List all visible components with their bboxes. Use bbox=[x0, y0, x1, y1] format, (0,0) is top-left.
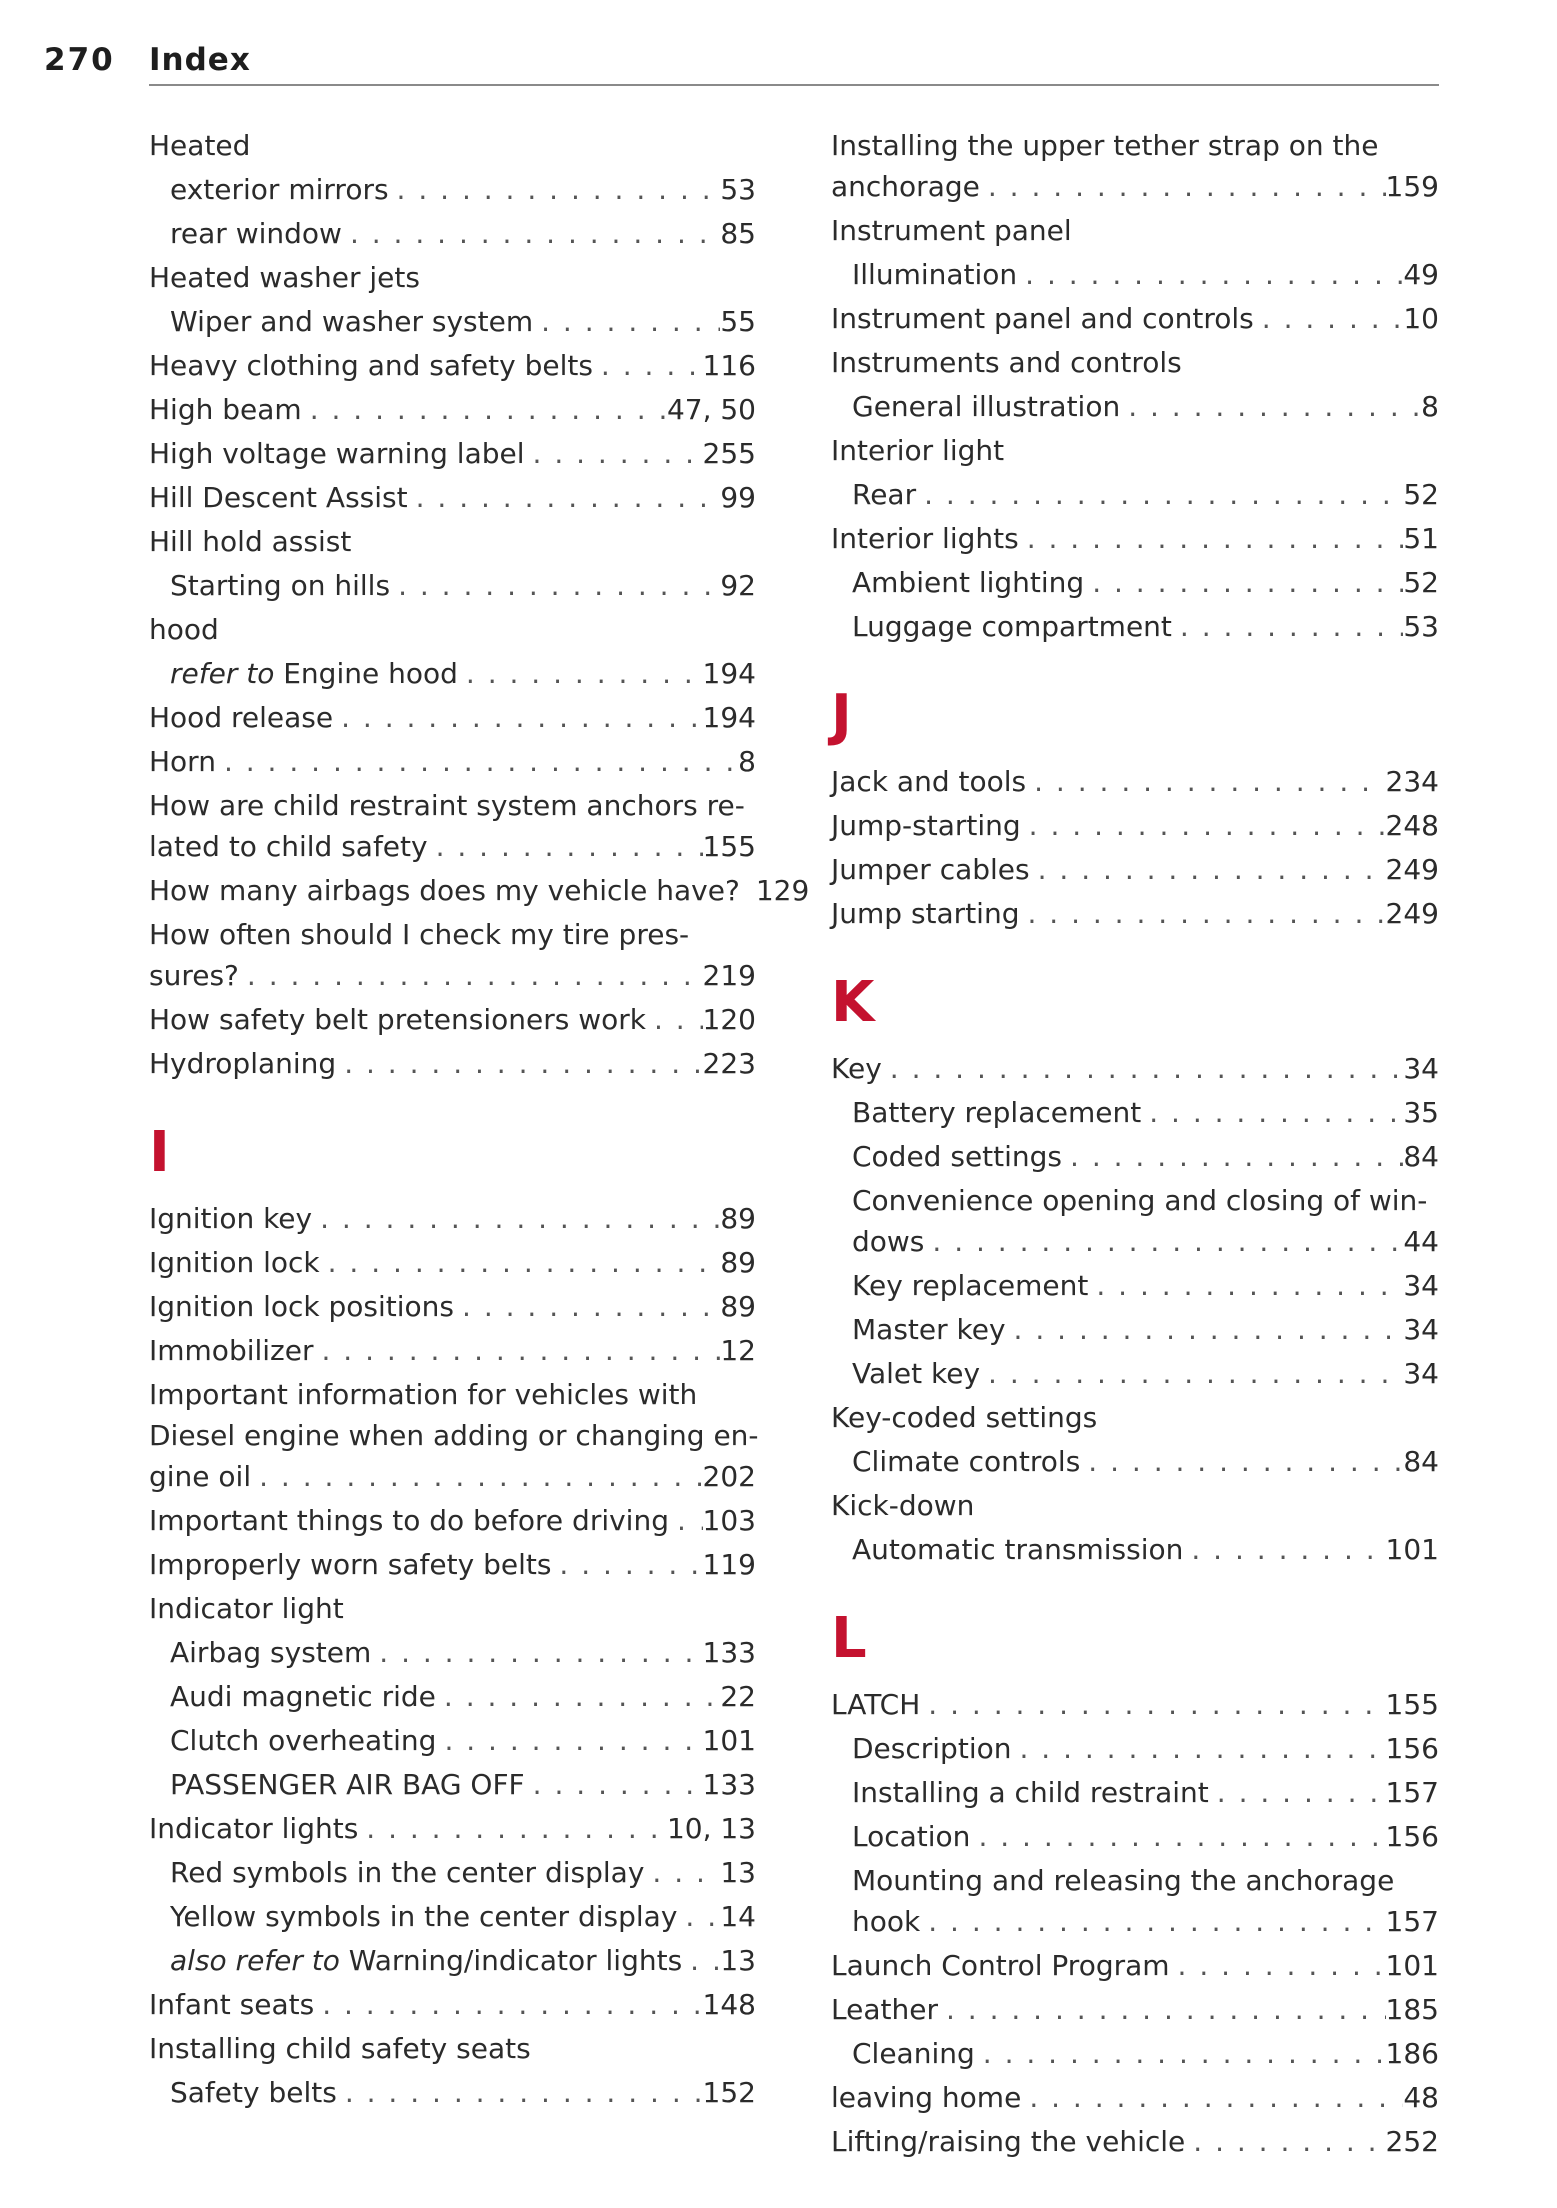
page-reference: 53 bbox=[720, 173, 756, 206]
dot-leader bbox=[1209, 1772, 1386, 1813]
page-reference: 34 bbox=[1403, 1313, 1439, 1346]
page-reference: 234 bbox=[1385, 765, 1439, 798]
index-entry bbox=[831, 562, 1439, 603]
index-entry bbox=[149, 1720, 756, 1761]
page-reference: 116 bbox=[702, 349, 756, 382]
entry-label: Hill Descent Assist bbox=[149, 481, 408, 514]
page-reference: 255 bbox=[702, 437, 756, 470]
dot-leader bbox=[644, 1852, 720, 1893]
index-block bbox=[831, 761, 1439, 934]
page-reference: 89 bbox=[720, 1246, 756, 1279]
dot-leader bbox=[920, 1901, 1385, 1942]
dot-leader bbox=[389, 169, 721, 210]
dot-leader bbox=[458, 653, 703, 694]
dot-leader bbox=[1172, 606, 1403, 647]
entry-label: Clutch overheating bbox=[170, 1724, 437, 1757]
cross-reference-prefix: refer to bbox=[170, 657, 275, 690]
dot-leader bbox=[646, 999, 703, 1040]
index-entry bbox=[831, 2121, 1439, 2162]
dot-leader bbox=[1141, 1092, 1403, 1133]
index-entry bbox=[149, 1286, 756, 1327]
entry-label: Ambient lighting bbox=[852, 566, 1085, 599]
entry-label: anchorage bbox=[831, 170, 980, 203]
page-reference: 103 bbox=[702, 1504, 756, 1537]
entry-label: sures? bbox=[149, 959, 239, 992]
entry-label: Infant seats bbox=[149, 1988, 315, 2021]
dot-leader bbox=[337, 2072, 703, 2113]
index-block bbox=[831, 1048, 1439, 1570]
index-entry bbox=[149, 1984, 756, 2025]
dot-leader bbox=[1185, 2121, 1385, 2162]
index-entry bbox=[831, 1309, 1439, 1350]
dot-leader bbox=[525, 1764, 703, 1805]
index-entry bbox=[831, 1816, 1439, 1857]
page-reference: 219 bbox=[702, 959, 756, 992]
cross-reference-target: Engine hood bbox=[274, 657, 458, 690]
page-reference: 157 bbox=[1385, 1776, 1439, 1809]
index-entry bbox=[831, 2033, 1439, 2074]
page-reference: 249 bbox=[1385, 853, 1439, 886]
index-entry bbox=[149, 826, 756, 867]
page-reference: 14 bbox=[720, 1900, 756, 1933]
entry-label: Heavy clothing and safety belts bbox=[149, 349, 593, 382]
entry-label: Valet key bbox=[852, 1357, 981, 1390]
page-reference: 49 bbox=[1403, 258, 1439, 291]
page-reference: 129 bbox=[755, 874, 810, 907]
entry-label: Jump starting bbox=[831, 897, 1020, 930]
entry-label: Automatic transmission bbox=[852, 1533, 1184, 1566]
index-heading: Interior light bbox=[831, 434, 1005, 467]
index-heading: Installing child safety seats bbox=[149, 2032, 531, 2065]
dot-leader bbox=[302, 389, 667, 430]
page-reference: 22 bbox=[720, 1680, 756, 1713]
page-title: Index bbox=[149, 42, 251, 78]
entry-label: Launch Control Program bbox=[831, 1949, 1170, 1982]
page-reference: 13 bbox=[720, 1944, 756, 1977]
header-rule bbox=[149, 84, 1439, 86]
index-entry bbox=[831, 1989, 1439, 2030]
entry-label: Luggage compartment bbox=[852, 610, 1172, 643]
page-header bbox=[44, 38, 1439, 88]
dot-leader bbox=[371, 1632, 702, 1673]
index-entry bbox=[831, 1945, 1439, 1986]
index-entry bbox=[831, 1353, 1439, 1394]
index-entry bbox=[149, 565, 756, 606]
page-reference: 101 bbox=[702, 1724, 756, 1757]
index-entry bbox=[149, 1330, 756, 1371]
page-reference: 99 bbox=[720, 481, 756, 514]
page-reference: 34 bbox=[1403, 1357, 1439, 1390]
page-reference: 92 bbox=[720, 569, 756, 602]
index-entry bbox=[831, 1221, 1439, 1262]
index-heading: Instrument panel bbox=[831, 214, 1072, 247]
dot-leader bbox=[408, 477, 721, 518]
dot-leader bbox=[980, 166, 1386, 207]
dot-leader bbox=[916, 474, 1403, 515]
entry-label: Rear bbox=[852, 478, 917, 511]
entry-label: Lifting/raising the vehicle bbox=[831, 2125, 1186, 2158]
index-column-right bbox=[831, 125, 1439, 2165]
page-reference: 101 bbox=[1385, 1533, 1439, 1566]
page-reference: 120 bbox=[702, 1003, 756, 1036]
page-number: 270 bbox=[44, 42, 115, 78]
dot-leader bbox=[1021, 2077, 1403, 2118]
dot-leader bbox=[342, 213, 720, 254]
index-entry bbox=[831, 1684, 1439, 1725]
entry-label: lated to child safety bbox=[149, 830, 428, 863]
page-reference: 148 bbox=[702, 1988, 756, 2021]
index-heading: Heated bbox=[149, 129, 251, 162]
dot-leader bbox=[938, 1989, 1386, 2030]
index-entry bbox=[149, 433, 756, 474]
dot-leader bbox=[1019, 893, 1385, 934]
entry-label: How many airbags does my vehicle have? bbox=[149, 874, 740, 907]
entry-label: Interior lights bbox=[831, 522, 1019, 555]
index-column-left bbox=[149, 125, 810, 2116]
dot-leader bbox=[669, 1500, 703, 1541]
index-entry bbox=[149, 1632, 756, 1673]
dot-leader bbox=[436, 1720, 702, 1761]
dot-leader bbox=[320, 1242, 721, 1283]
section-letter-i: I bbox=[149, 1120, 170, 1185]
entry-label: Important things to do before driving bbox=[149, 1504, 669, 1537]
entry-label: Hydroplaning bbox=[149, 1047, 337, 1080]
page-reference: 157 bbox=[1385, 1905, 1439, 1938]
dot-leader bbox=[1011, 1728, 1385, 1769]
index-entry bbox=[149, 1544, 756, 1585]
page-reference: 53 bbox=[1403, 610, 1439, 643]
page-reference: 194 bbox=[702, 657, 756, 690]
section-letter-j: J bbox=[831, 683, 852, 748]
page-reference: 155 bbox=[702, 830, 756, 863]
dot-leader bbox=[358, 1808, 667, 1849]
dot-leader bbox=[251, 1456, 702, 1497]
page-reference: 35 bbox=[1403, 1096, 1439, 1129]
index-heading: Instruments and controls bbox=[831, 346, 1182, 379]
index-heading: Diesel engine when adding or changing en- bbox=[149, 1419, 759, 1452]
entry-label: Jump-starting bbox=[831, 809, 1021, 842]
entry-label: leaving home bbox=[831, 2081, 1022, 2114]
cross-reference-target: Warning/indicator lights bbox=[339, 1944, 683, 1977]
dot-leader bbox=[436, 1676, 720, 1717]
index-entry bbox=[831, 1092, 1439, 1133]
index-entry bbox=[149, 1852, 756, 1893]
entry-label: Battery replacement bbox=[852, 1096, 1142, 1129]
dot-leader bbox=[1254, 298, 1404, 339]
index-block bbox=[831, 125, 1439, 647]
dot-leader bbox=[1080, 1441, 1403, 1482]
dot-leader bbox=[1170, 1945, 1386, 1986]
index-entry bbox=[149, 955, 756, 996]
entry-label: Airbag system bbox=[170, 1636, 372, 1669]
page-reference: 156 bbox=[1385, 1732, 1439, 1765]
dot-leader bbox=[533, 301, 720, 342]
dot-leader bbox=[1120, 386, 1421, 427]
entry-label: Hood release bbox=[149, 701, 334, 734]
entry-label: Wiper and washer system bbox=[170, 305, 534, 338]
entry-label: Improperly worn safety belts bbox=[149, 1548, 552, 1581]
dot-leader bbox=[970, 1816, 1385, 1857]
index-entry bbox=[831, 166, 1439, 207]
index-entry bbox=[149, 1808, 756, 1849]
page-reference: 156 bbox=[1385, 1820, 1439, 1853]
entry-label: Illumination bbox=[852, 258, 1018, 291]
dot-leader bbox=[239, 955, 703, 996]
entry-label: Audi magnetic ride bbox=[170, 1680, 436, 1713]
index-entry bbox=[149, 301, 756, 342]
dot-leader bbox=[551, 1544, 702, 1585]
index-heading: Important information for vehicles with bbox=[149, 1378, 698, 1411]
page-reference: 186 bbox=[1385, 2037, 1439, 2070]
dot-leader bbox=[1088, 1265, 1403, 1306]
index-heading: Indicator light bbox=[149, 1592, 344, 1625]
index-entry bbox=[149, 1764, 756, 1805]
index-heading: Installing the upper tether strap on the bbox=[831, 129, 1379, 162]
dot-leader bbox=[312, 1198, 720, 1239]
index-entry bbox=[149, 741, 756, 782]
index-entry bbox=[831, 1265, 1439, 1306]
page-reference: 249 bbox=[1385, 897, 1439, 930]
page-reference: 155 bbox=[1385, 1688, 1439, 1721]
dot-leader bbox=[336, 1043, 702, 1084]
dot-leader bbox=[314, 1330, 721, 1371]
entry-label: General illustration bbox=[852, 390, 1121, 423]
entry-label: Coded settings bbox=[852, 1140, 1063, 1173]
page-reference: 252 bbox=[1385, 2125, 1439, 2158]
page-reference: 223 bbox=[702, 1047, 756, 1080]
page-reference: 52 bbox=[1403, 566, 1439, 599]
dot-leader bbox=[1021, 805, 1386, 846]
index-entry bbox=[149, 1676, 756, 1717]
index-entry bbox=[831, 254, 1439, 295]
entry-label: Installing a child restraint bbox=[852, 1776, 1209, 1809]
entry-label: Indicator lights bbox=[149, 1812, 359, 1845]
entry-label: Starting on hills bbox=[170, 569, 391, 602]
entry-label: Key replacement bbox=[852, 1269, 1089, 1302]
page-reference: 8 bbox=[738, 745, 756, 778]
index-entry bbox=[831, 386, 1439, 427]
dot-leader bbox=[216, 741, 738, 782]
page-reference: 202 bbox=[702, 1460, 756, 1493]
index-heading: Key-coded settings bbox=[831, 1401, 1098, 1434]
entry-label: Ignition lock positions bbox=[149, 1290, 455, 1323]
index-entry bbox=[831, 761, 1439, 802]
dot-leader bbox=[677, 1896, 720, 1937]
index-entry bbox=[831, 1772, 1439, 1813]
page-reference: 119 bbox=[702, 1548, 756, 1581]
dot-leader bbox=[882, 1048, 1404, 1089]
entry-label: exterior mirrors bbox=[170, 173, 389, 206]
page-reference: 8 bbox=[1421, 390, 1439, 423]
dot-leader bbox=[920, 1684, 1385, 1725]
index-entry bbox=[149, 169, 756, 210]
dot-leader bbox=[428, 826, 703, 867]
dot-leader bbox=[525, 433, 703, 474]
dot-leader bbox=[314, 1984, 702, 2025]
page-reference: 185 bbox=[1385, 1993, 1439, 2026]
index-entry bbox=[831, 1136, 1439, 1177]
entry-label: gine oil bbox=[149, 1460, 252, 1493]
page-reference: 44 bbox=[1403, 1225, 1439, 1258]
entry-label: Red symbols in the center display bbox=[170, 1856, 645, 1889]
page-reference: 84 bbox=[1403, 1140, 1439, 1173]
index-heading: How are child restraint system anchors re- bbox=[149, 789, 745, 822]
index-heading: hood bbox=[149, 613, 219, 646]
page-reference: 89 bbox=[720, 1202, 756, 1235]
entry-label: hook bbox=[852, 1905, 921, 1938]
entry-label: Immobilizer bbox=[149, 1334, 314, 1367]
dot-leader bbox=[1062, 1136, 1403, 1177]
index-entry bbox=[831, 298, 1439, 339]
entry-label bbox=[170, 1940, 682, 1981]
dot-leader bbox=[1026, 761, 1385, 802]
entry-label: Instrument panel and controls bbox=[831, 302, 1254, 335]
index-entry bbox=[831, 606, 1439, 647]
dot-leader bbox=[390, 565, 720, 606]
index-entry bbox=[831, 893, 1439, 934]
index-entry bbox=[149, 1500, 756, 1541]
page-reference: 133 bbox=[702, 1636, 756, 1669]
cross-reference-prefix: also refer to bbox=[170, 1944, 340, 1977]
index-heading: Kick-down bbox=[831, 1489, 975, 1522]
entry-label: Ignition key bbox=[149, 1202, 313, 1235]
index-heading: How often should I check my tire pres- bbox=[149, 918, 690, 951]
entry-label: LATCH bbox=[831, 1688, 921, 1721]
page-reference: 84 bbox=[1403, 1445, 1439, 1478]
index-entry bbox=[831, 1048, 1439, 1089]
entry-label bbox=[170, 653, 458, 694]
index-entry bbox=[149, 477, 756, 518]
entry-label: Location bbox=[852, 1820, 971, 1853]
page-reference: 51 bbox=[1403, 522, 1439, 555]
dot-leader bbox=[454, 1286, 720, 1327]
entry-label: Climate controls bbox=[852, 1445, 1081, 1478]
dot-leader bbox=[975, 2033, 1386, 2074]
index-heading: Heated washer jets bbox=[149, 261, 420, 294]
index-entry bbox=[831, 849, 1439, 890]
index-heading: Mounting and releasing the anchorage bbox=[852, 1864, 1395, 1897]
page-reference: 34 bbox=[1403, 1269, 1439, 1302]
index-block bbox=[149, 125, 810, 1084]
dot-leader bbox=[682, 1940, 720, 1981]
index-heading: Hill hold assist bbox=[149, 525, 352, 558]
page-reference: 101 bbox=[1385, 1949, 1439, 1982]
index-entry bbox=[831, 805, 1439, 846]
dot-leader bbox=[333, 697, 702, 738]
page-reference: 194 bbox=[702, 701, 756, 734]
page-reference: 89 bbox=[720, 1290, 756, 1323]
index-entry bbox=[149, 1198, 756, 1239]
entry-label: rear window bbox=[170, 217, 342, 250]
page-reference: 55 bbox=[720, 305, 756, 338]
index-heading: Convenience opening and closing of win- bbox=[852, 1184, 1428, 1217]
index-entry bbox=[831, 1529, 1439, 1570]
dot-leader bbox=[593, 345, 703, 386]
entry-label: PASSENGER AIR BAG OFF bbox=[170, 1768, 525, 1801]
dot-leader bbox=[1183, 1529, 1385, 1570]
dot-leader bbox=[1030, 849, 1386, 890]
section-letter-l: L bbox=[831, 1606, 867, 1671]
page-reference: 10 bbox=[1403, 302, 1439, 335]
dot-leader bbox=[980, 1353, 1403, 1394]
page-reference: 152 bbox=[702, 2076, 756, 2109]
entry-label: Master key bbox=[852, 1313, 1006, 1346]
index-entry bbox=[149, 213, 756, 254]
entry-label: High voltage warning label bbox=[149, 437, 525, 470]
entry-label: Jack and tools bbox=[831, 765, 1027, 798]
index-entry bbox=[831, 518, 1439, 559]
entry-label: Safety belts bbox=[170, 2076, 337, 2109]
page-reference: 159 bbox=[1385, 170, 1439, 203]
index-entry bbox=[149, 697, 756, 738]
index-block bbox=[831, 1684, 1439, 2162]
entry-label: High beam bbox=[149, 393, 302, 426]
index-entry bbox=[831, 1728, 1439, 1769]
entry-label: Cleaning bbox=[852, 2037, 975, 2070]
dot-leader bbox=[1006, 1309, 1404, 1350]
index-entry bbox=[149, 1896, 756, 1937]
entry-label: Key bbox=[831, 1052, 882, 1085]
page-reference: 133 bbox=[702, 1768, 756, 1801]
entry-label: dows bbox=[852, 1225, 925, 1258]
index-entry bbox=[149, 2072, 756, 2113]
index-entry bbox=[149, 1940, 756, 1981]
entry-label: Description bbox=[852, 1732, 1012, 1765]
page-reference: 52 bbox=[1403, 478, 1439, 511]
page-reference: 10, 13 bbox=[666, 1812, 756, 1845]
index-entry bbox=[831, 2077, 1439, 2118]
index-entry bbox=[149, 999, 756, 1040]
index-entry bbox=[831, 1441, 1439, 1482]
index-entry bbox=[149, 389, 756, 430]
index-entry bbox=[831, 1901, 1439, 1942]
page-reference: 48 bbox=[1403, 2081, 1439, 2114]
page-reference: 13 bbox=[720, 1856, 756, 1889]
entry-label: How safety belt pretensioners work bbox=[149, 1003, 646, 1036]
entry-label: Leather bbox=[831, 1993, 938, 2026]
index-block bbox=[149, 1198, 759, 2113]
entry-label: Yellow symbols in the center display bbox=[170, 1900, 678, 1933]
page-reference: 12 bbox=[720, 1334, 756, 1367]
entry-label: Horn bbox=[149, 745, 216, 778]
page-reference: 47, 50 bbox=[666, 393, 756, 426]
entry-label: Ignition lock bbox=[149, 1246, 320, 1279]
index-entry bbox=[149, 1242, 756, 1283]
section-letter-k: K bbox=[831, 970, 875, 1035]
dot-leader bbox=[1017, 254, 1403, 295]
dot-leader bbox=[1084, 562, 1403, 603]
index-entry bbox=[149, 653, 756, 694]
page-reference: 248 bbox=[1385, 809, 1439, 842]
index-entry bbox=[149, 345, 756, 386]
dot-leader bbox=[1019, 518, 1404, 559]
page-reference: 85 bbox=[720, 217, 756, 250]
page-reference: 34 bbox=[1403, 1052, 1439, 1085]
index-entry bbox=[149, 1456, 756, 1497]
index-entry bbox=[149, 870, 810, 911]
dot-leader bbox=[924, 1221, 1403, 1262]
index-entry bbox=[149, 1043, 756, 1084]
index-entry bbox=[831, 474, 1439, 515]
entry-label: Jumper cables bbox=[831, 853, 1030, 886]
